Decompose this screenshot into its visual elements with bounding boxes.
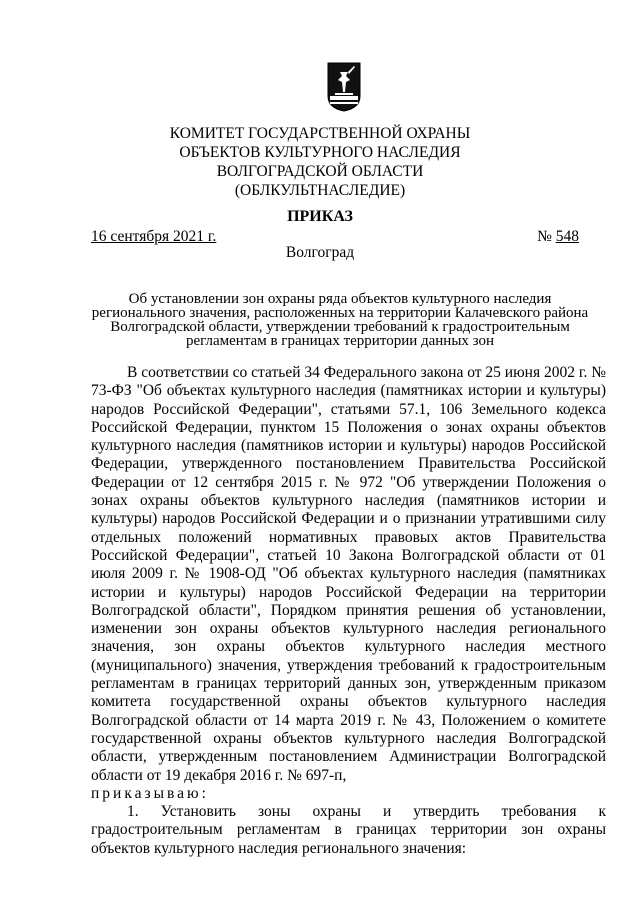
org-name-line-4: (ОБЛКУЛЬТНАСЛЕДИЕ) (234, 182, 406, 199)
subject-line: регионального значения, расположенных на территории Калачевского района (91, 305, 589, 321)
number-value: 548 (555, 228, 579, 245)
item-1-paragraph: 1. Установить зоны охраны и утвердить требования к градостроительным регламентам в границах территории зон охраны объектов культурного наследия регионального значения: (91, 803, 606, 857)
volgograd-coat-of-arms-icon (327, 62, 361, 112)
subject-line: регламентам в границах территории данных зон (185, 333, 495, 349)
prikaz-word: приказываю: (91, 784, 209, 802)
order-date: 16 сентября 2021 г. (91, 228, 217, 245)
subject-line: Волгоградской области, утверждении требований к градостроительным (110, 319, 570, 335)
number-sign: № (537, 228, 552, 245)
order-subject (80, 292, 600, 348)
org-name-line-1: КОМИТЕТ ГОСУДАРСТВЕННОЙ ОХРАНЫ (169, 125, 471, 142)
org-name-line-3: ВОЛГОГРАДСКОЙ ОБЛАСТИ (216, 163, 424, 180)
preamble-paragraph: В соответствии со статьей 34 Федерального закона от 25 июня 2002 г. № 73-ФЗ "Об объектах культурного наследия (памятниках истории и культуры) народов Российской Федерации", статьями 57.1, 106 Земельного кодекса Российской Федерации, пунктом 15 Положения о зонах охраны объектов культурного наследия (памятников истории и культуры) народов Российской Федерации, утвержденного постановлением Правительства Российской Федерации от 12 сентября 2015 г. № 972 "Об утверждении Положения о зонах охраны объектов культурного наследия (памятников истории и культуры) народов Российской Федерации и о признании утратившими силу отдельных положений нормативных правовых актов Правительства Российской Федерации", статьей 10 Закона Волгоградской области от 01 июля 2009 г. № 1908-ОД "Об объектах культурного наследия (памятниках истории и культуры) народов Российской Федерации на территории Волгоградской области", Порядком принятия решения об установлении, изменении зон охраны объектов культурного наследия регионального значения, зон охраны объектов культурного наследия местного (муниципального) значения, утверждения требований к градостроительным регламентам в границах территорий данных зон, утвержденным приказом комитета государственной охраны объектов культурного наследия Волгоградской области от 14 марта 2019 г. № 43, Положением о комитете государственной охраны объектов культурного наследия Волгоградской области, утвержденным постановлением Администрации Волгоградской области от 19 декабря 2016 г. № 697-п, (91, 364, 606, 784)
city: Волгоград (285, 244, 355, 261)
document-type: ПРИКАЗ (287, 208, 353, 225)
org-name-line-2: ОБЪЕКТОВ КУЛЬТУРНОГО НАСЛЕДИЯ (179, 144, 461, 161)
order-body (91, 364, 606, 858)
subject-line: Об установлении зон охраны ряда объектов культурного наследия (128, 291, 552, 307)
